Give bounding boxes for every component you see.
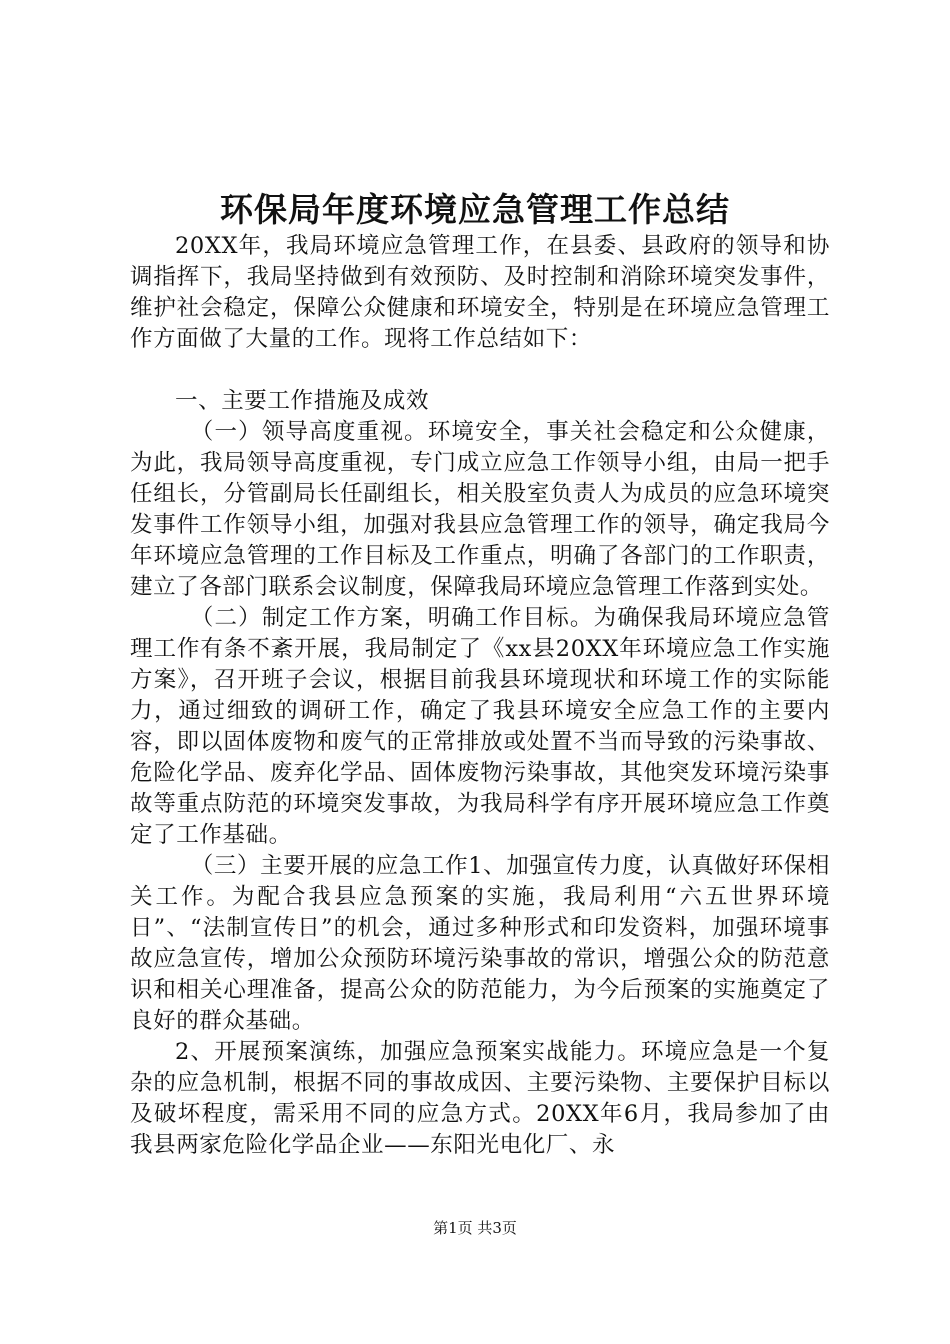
paragraph-intro: 20XX年，我局环境应急管理工作，在县委、县政府的领导和协调指挥下，我局坚持做到有效预防、及时控制和消除环境突发事件，维护社会稳定，保障公众健康和环境安全，特别是在环境应急管理工作方面做了大量的工作。现将工作总结如下：: [130, 233, 830, 352]
page-number: 第1页 共3页: [433, 1219, 517, 1237]
document-title: 环保局年度环境应急管理工作总结: [220, 190, 730, 229]
paragraph-plan: （二）制定工作方案，明确工作目标。为确保我局环境应急管理工作有条不紊开展，我局制定了《xx县20XX年环境应急工作实施方案》，召开班子会议，根据目前我县环境现状和环境工作的实际能力，通过细致的调研工作，确定了我县环境安全应急工作的主要内容，即以固体废物和废气的正常排放或处置不当而导致的污染事故、危险化学品、废弃化学品、固体废物污染事故，其他突发环境污染事故等重点防范的环境突发事故，为我局科学有序开展环境应急工作奠定了工作基础。: [130, 605, 830, 848]
paragraph-leadership: （一）领导高度重视。环境安全，事关社会稳定和公众健康，为此，我局领导高度重视，专门成立应急工作领导小组，由局一把手任组长，分管副局长任副组长，相关股室负责人为成员的应急环境突发事件工作领导小组，加强对我县应急管理工作的领导，确定我局今年环境应急管理的工作目标及工作重点，明确了各部门的工作职责，建立了各部门联系会议制度，保障我局环境应急管理工作落到实处。: [130, 419, 830, 600]
document-body: [130, 231, 830, 1161]
section-heading: 一、主要工作措施及成效: [175, 388, 430, 414]
paragraph-drill: 2、开展预案演练，加强应急预案实战能力。环境应急是一个复杂的应急机制，根据不同的事故成因、主要污染物、主要保护目标以及破坏程度，需采用不同的应急方式。20XX年6月，我局参加了由我县两家危险化学品企业——东阳光电化厂、永: [130, 1039, 830, 1158]
paragraph-emergency-work: （三）主要开展的应急工作1、加强宣传力度，认真做好环保相关工作。为配合我县应急预案的实施，我局利用“六五世界环境日”、“法制宣传日”的机会，通过多种形式和印发资料，加强环境事故应急宣传，增加公众预防环境污染事故的常识，增强公众的防范意识和相关心理准备，提高公众的防范能力，为今后预案的实施奠定了良好的群众基础。: [130, 853, 830, 1034]
paragraph-gap: [130, 355, 830, 386]
